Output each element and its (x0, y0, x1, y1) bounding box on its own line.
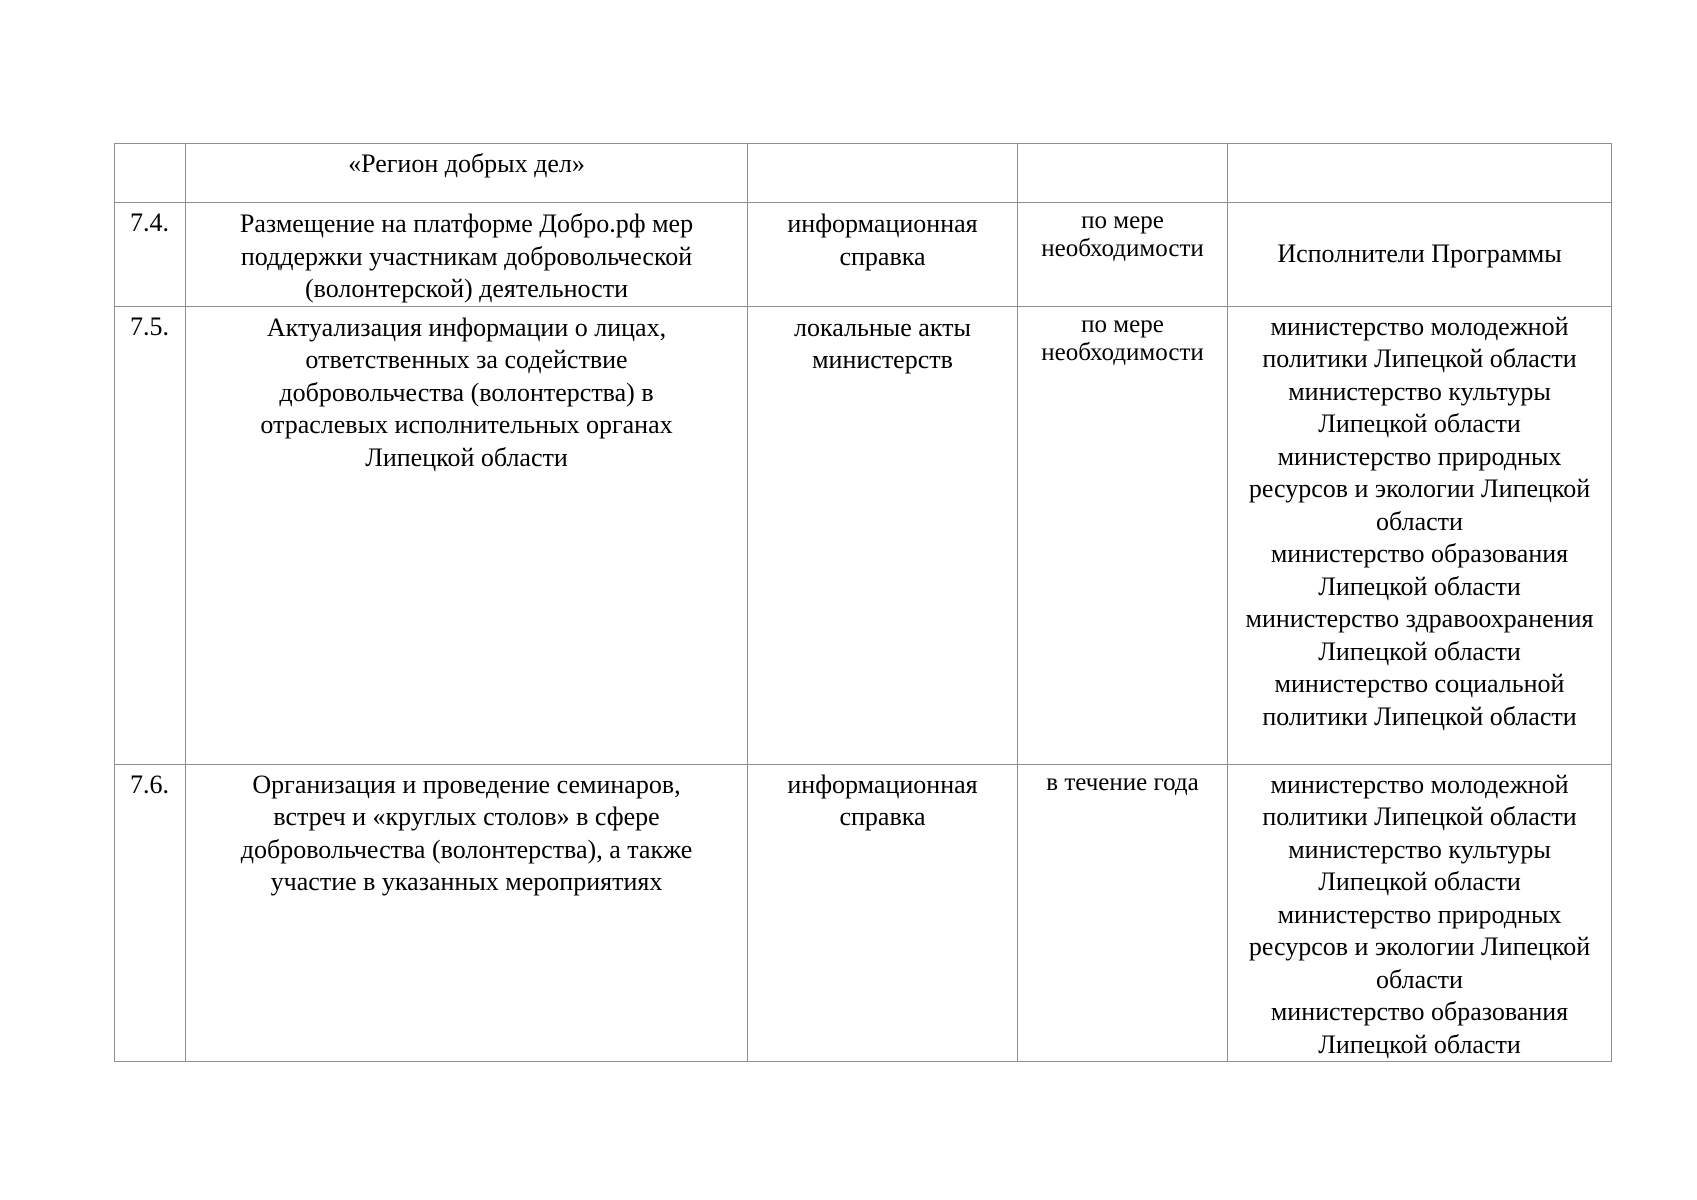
measures-table (114, 143, 1612, 1062)
deadline-cell: по мере необходимости (1018, 203, 1228, 307)
action-cell: Размещение на платформе Добро.рф мер поддержки участникам добровольческой (волонтерской) деятельности (186, 203, 748, 307)
table-row-7-6 (115, 764, 1612, 1062)
deadline-cell: в течение года (1018, 764, 1228, 1062)
result-cell: локальные акты министерств (748, 306, 1018, 764)
result-cell (748, 144, 1018, 203)
row-number: 7.5. (115, 306, 186, 764)
result-cell: информационная справка (748, 203, 1018, 307)
row-number: 7.6. (115, 764, 186, 1062)
row-number: 7.4. (115, 203, 186, 307)
table-row-7-5 (115, 306, 1612, 764)
executors-cell: Исполнители Программы (1228, 203, 1612, 307)
table-row-7-4 (115, 203, 1612, 307)
deadline-cell: по мере необходимости (1018, 306, 1228, 764)
table-row-continuation (115, 144, 1612, 203)
action-cell: Актуализация информации о лицах, ответственных за содействие добровольчества (волонтерства) в отраслевых исполнительных органах Липецкой области (186, 306, 748, 764)
executors-cell (1228, 144, 1612, 203)
row-number (115, 144, 186, 203)
executors-cell: министерство молодежной политики Липецкой области министерство культуры Липецкой области министерство природных ресурсов и экологии Липецкой области министерство образования Липецкой области министерство здравоохранения Липецкой области министерство социальной политики Липецкой области (1228, 306, 1612, 764)
deadline-cell (1018, 144, 1228, 203)
action-cell: «Регион добрых дел» (186, 144, 748, 203)
executors-cell: министерство молодежной политики Липецкой области министерство культуры Липецкой области министерство природных ресурсов и экологии Липецкой области министерство образования Липецкой области (1228, 764, 1612, 1062)
action-cell: Организация и проведение семинаров, встреч и «круглых столов» в сфере добровольчества (волонтерства), а также участие в указанных мероприятиях (186, 764, 748, 1062)
result-cell: информационная справка (748, 764, 1018, 1062)
